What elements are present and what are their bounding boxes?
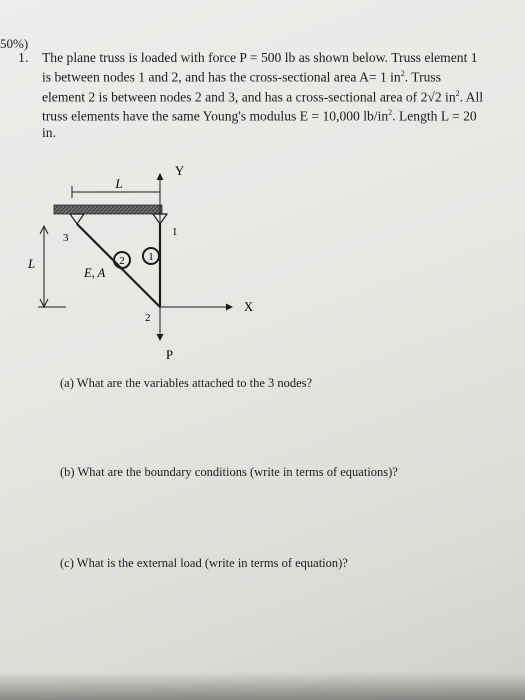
load-label: P bbox=[166, 348, 173, 362]
page-shadow bbox=[0, 672, 525, 700]
node-label-2: 2 bbox=[145, 312, 151, 324]
problem-line-3: element 2 is between nodes 2 and 3, and has a cross-sectional area of 2√2 $in^2$. All bbox=[42, 88, 484, 105]
subquestion-a: (a) What are the variables attached to the 3 nodes? bbox=[60, 376, 313, 390]
x-axis-label: X bbox=[244, 300, 254, 314]
ceiling-support bbox=[54, 205, 162, 214]
element-label-1: 1 bbox=[148, 251, 154, 263]
problem-line-1: The plane truss is loaded with force P = 500 lb as shown below. Truss element 1 bbox=[42, 50, 478, 65]
dimension-label-left: L bbox=[28, 256, 36, 271]
dimension-label-top: L bbox=[115, 176, 123, 191]
pin-support-node-3 bbox=[70, 214, 84, 224]
node-label-3: 3 bbox=[63, 232, 69, 244]
question-number: 1. bbox=[18, 51, 29, 66]
subquestion-c: (c) What is the external load (write in terms of equation)? bbox=[60, 556, 348, 570]
subquestion-b: (b) What are the boundary conditions (write in terms of equations)? bbox=[60, 465, 398, 479]
node-label-1: 1 bbox=[172, 226, 178, 238]
problem-line-4: truss elements have the same Young's modulus E = 10,000 $lb/in^2$. Length L = 20 bbox=[42, 108, 477, 124]
points-label: 50%) bbox=[0, 36, 29, 51]
y-axis-label: Y bbox=[175, 164, 185, 178]
element-label-2: 2 bbox=[119, 255, 125, 267]
problem-line-5: in. bbox=[42, 124, 56, 140]
problem-line-2: is between nodes 1 and 2, and has the cross-sectional area A= 1 $in^2$. Truss bbox=[42, 69, 442, 85]
section-property-label: E, A bbox=[84, 266, 106, 280]
